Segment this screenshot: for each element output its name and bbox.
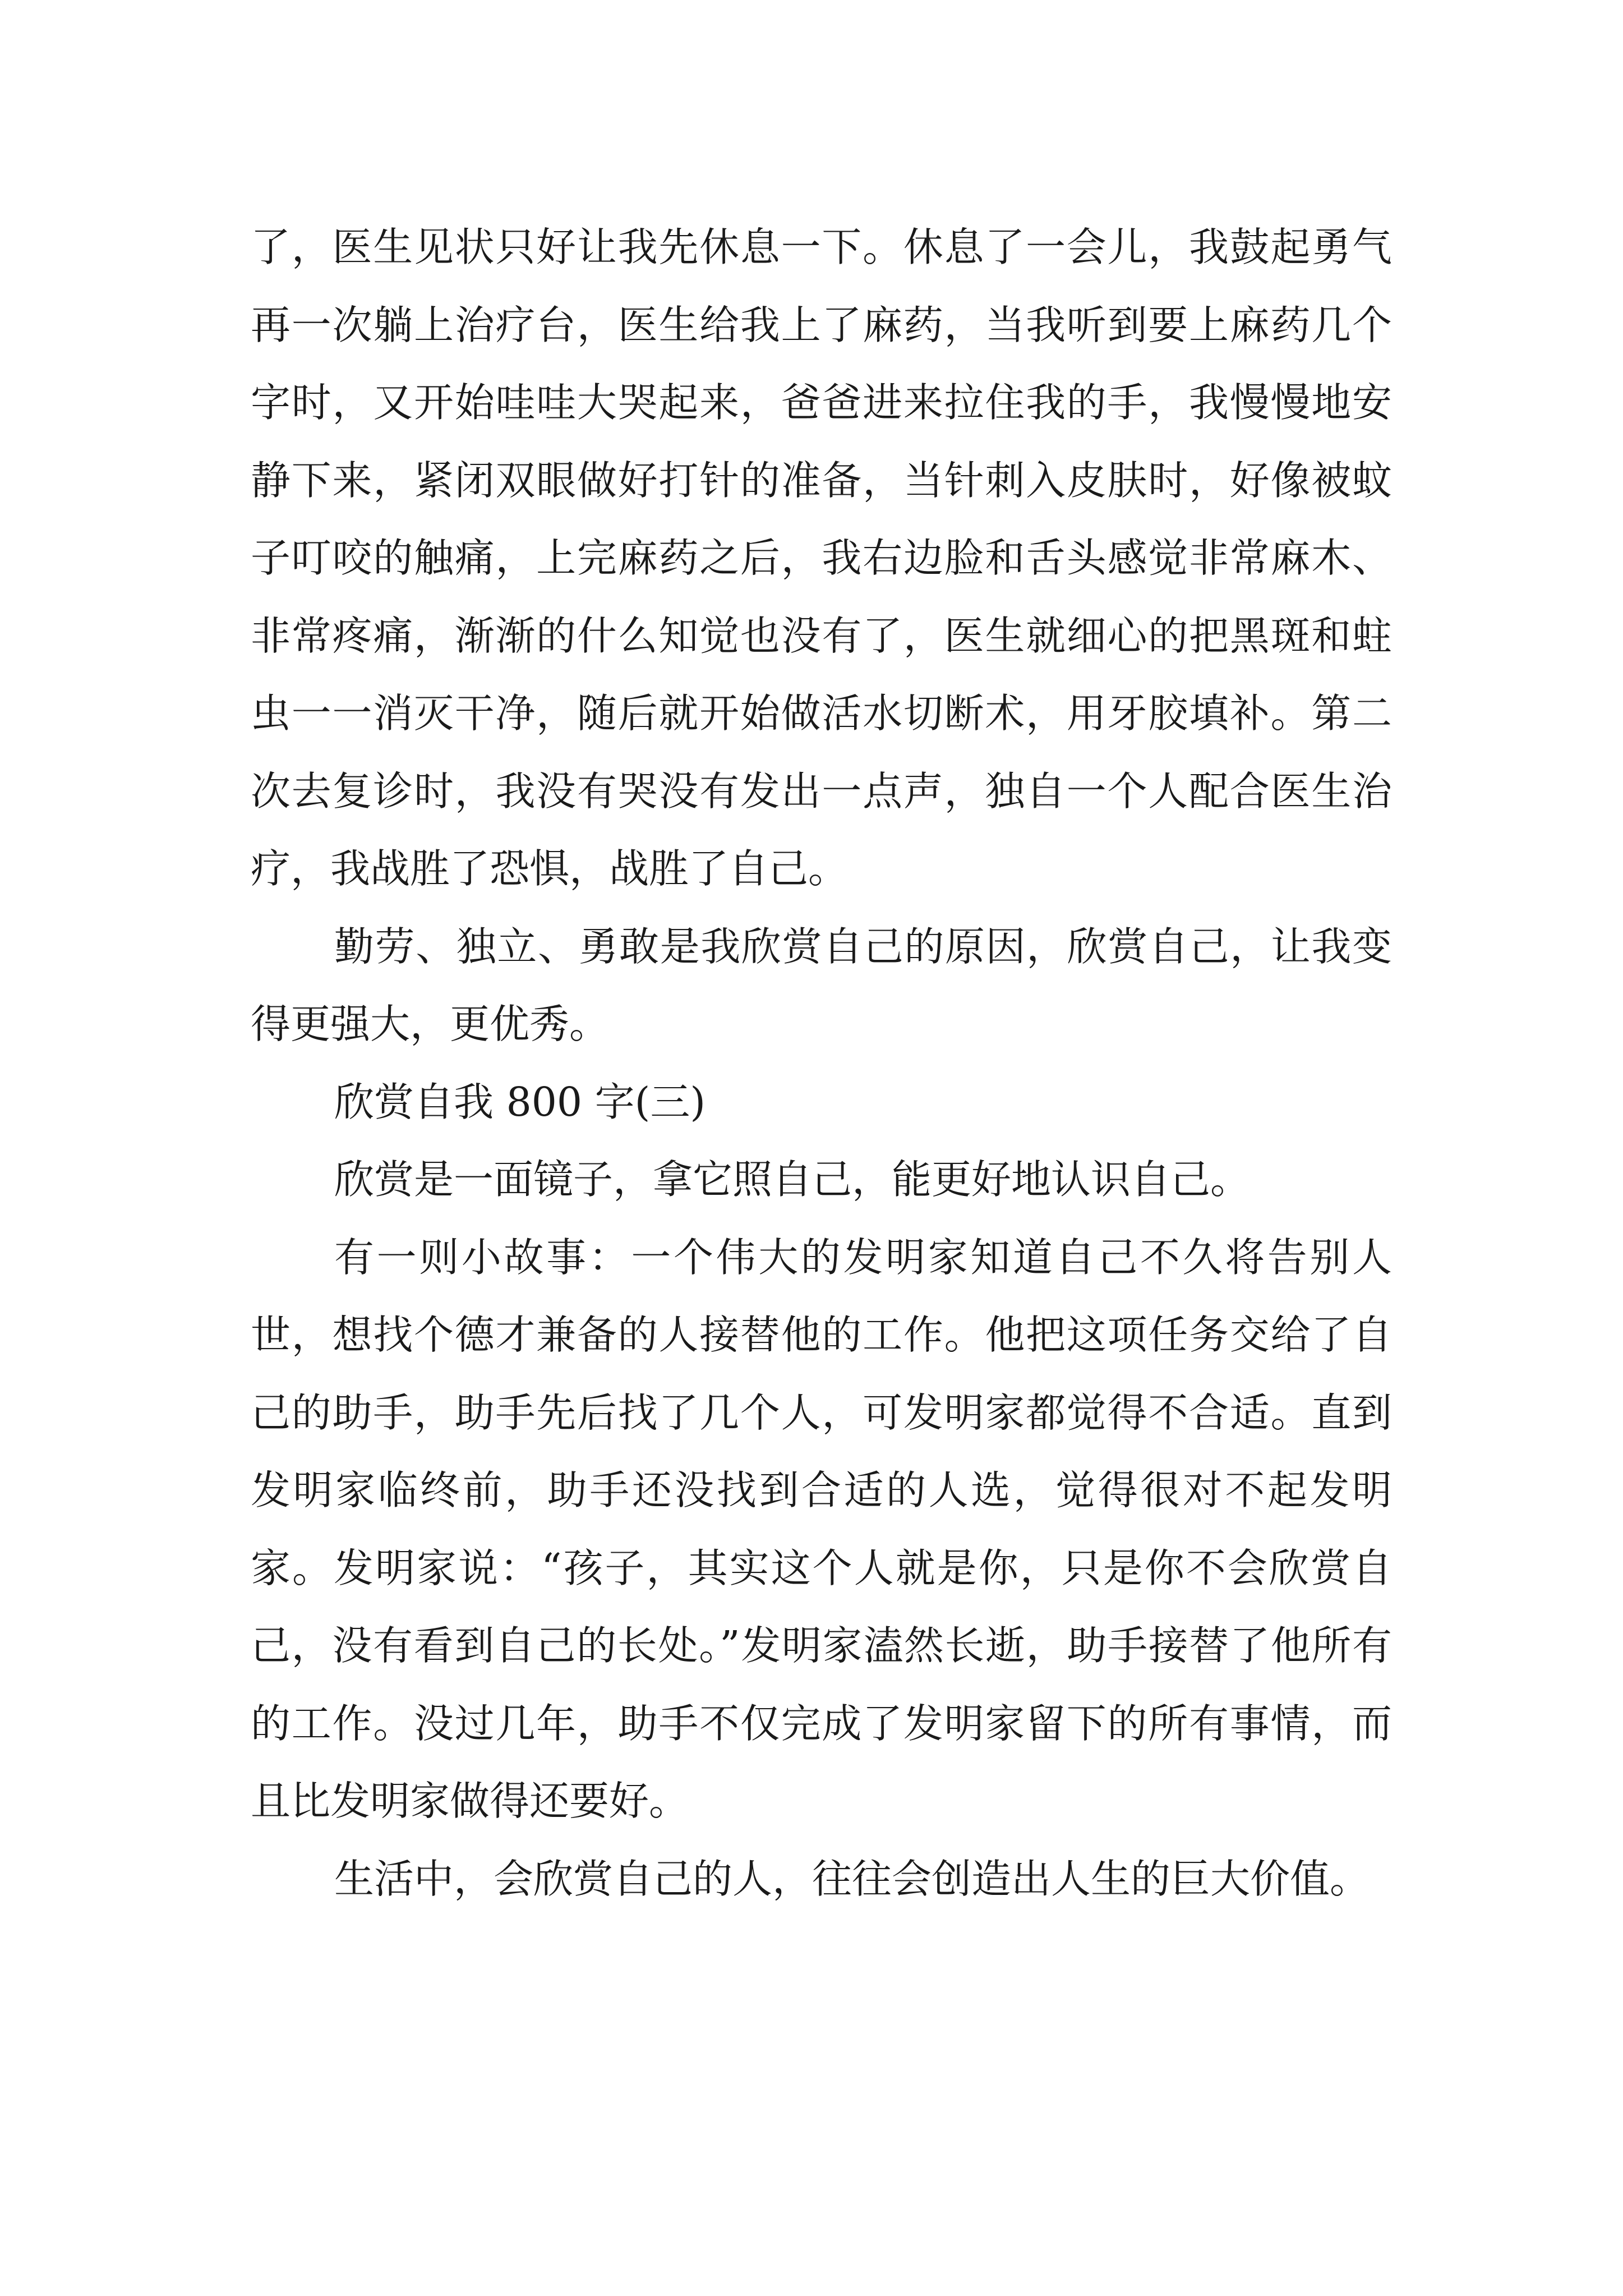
paragraph-continuation: 了，医生见状只好让我先休息一下。休息了一会儿，我鼓起勇气再一次躺上治疗台，医生给我上了麻药，当我听到要上麻药几个字时，又开始哇哇大哭起来，爸爸进来拉住我的手，我慢慢地安静下来，紧闭双眼做好打针的准备，当针刺入皮肤时，好像被蚊子叮咬的触痛，上完麻药之后，我右边脸和舌头感觉非常麻木、非常疼痛，渐渐的什么知觉也没有了，医生就细心的把黑斑和蛀虫一一消灭干净，随后就开始做活水切断术，用牙胶填补。第二次去复诊时，我没有哭没有发出一点声，独自一个人配合医生治疗，我战胜了恐惧，战胜了自己。 <box>251 224 1392 892</box>
paragraph-mirror: 欣赏是一面镜子，拿它照自己，能更好地认识自己。 <box>334 1156 1251 1203</box>
paragraph-inventor-story: 有一则小故事：一个伟大的发明家知道自己不久将告别人世，想找个德才兼备的人接替他的工作。他把这项任务交给了自己的助手，助手先后找了几个人，可发明家都觉得不合适。直到发明家临终前，助手还没找到合适的人选，觉得很对不起发明家。发明家说：“孩子，其实这个人就是你，只是你不会欣赏自己，没有看到自己的长处。”发明家溘然长逝，助手接替了他所有的工作。没过几年，助手不仅完成了发明家留下的所有事情，而且比发明家做得还要好。 <box>251 1234 1392 1824</box>
essay-section-title: 欣赏自我 800 字(三) <box>334 1078 706 1125</box>
essay-body <box>251 209 1392 1918</box>
paragraph-conclusion: 生活中，会欣赏自己的人，往往会创造出人生的巨大价值。 <box>334 1855 1370 1902</box>
paragraph-self-appreciation-reasons: 勤劳、独立、勇敢是我欣赏自己的原因，欣赏自己，让我变得更强大，更优秀。 <box>251 923 1392 1047</box>
